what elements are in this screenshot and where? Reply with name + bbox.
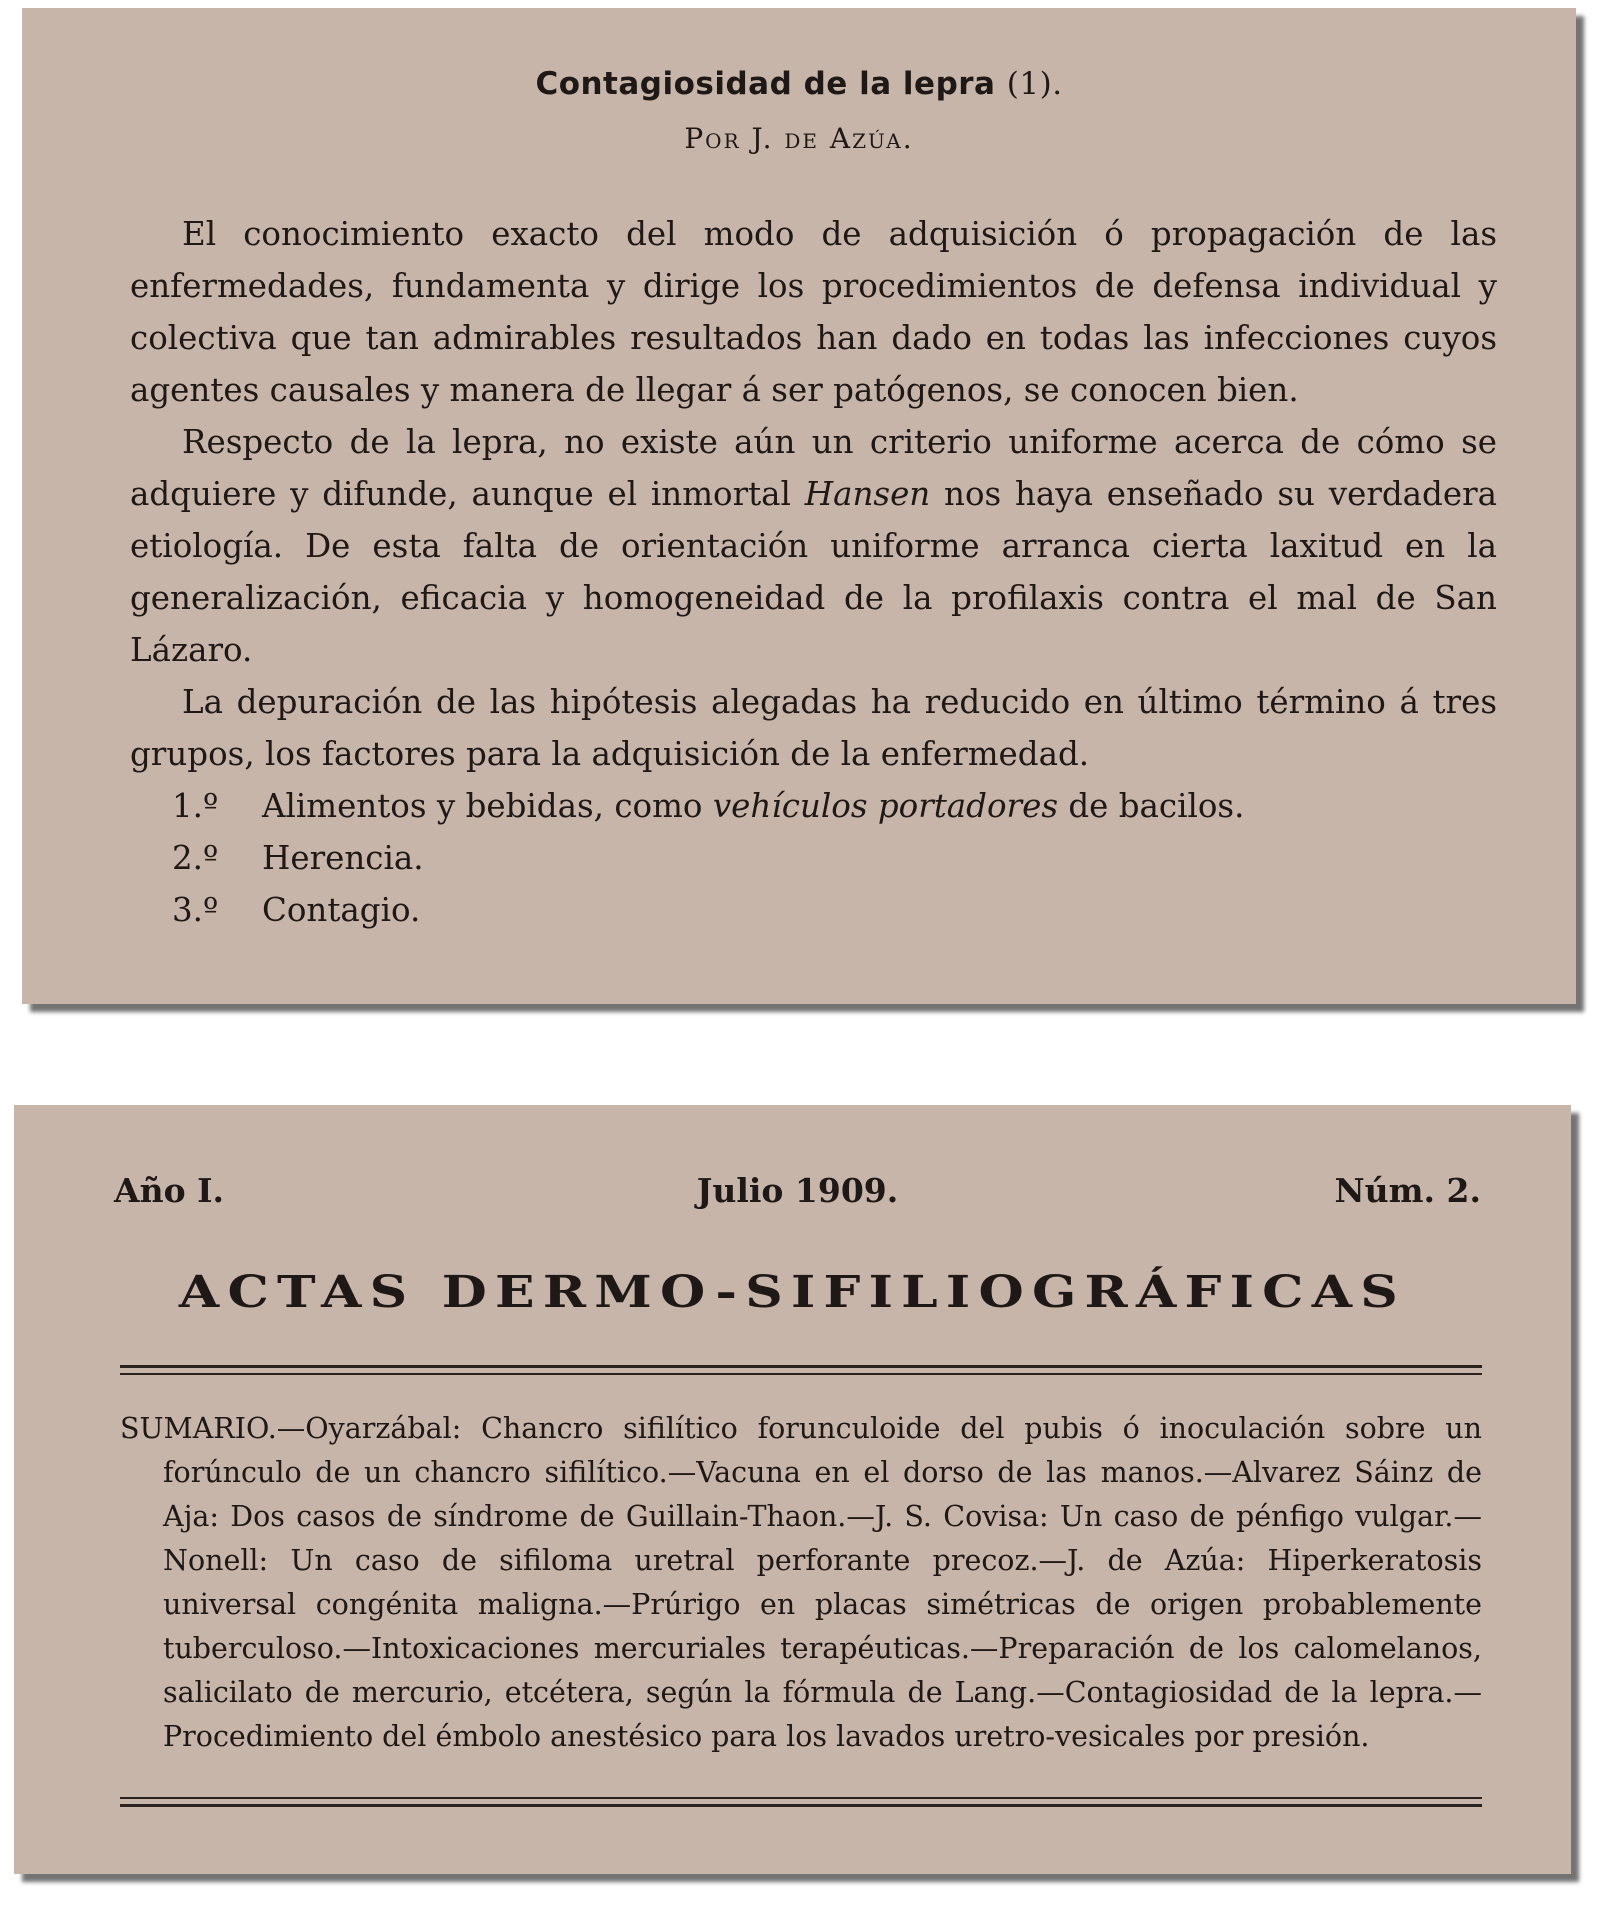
volume-year: Año I. bbox=[114, 1171, 225, 1210]
list-item bbox=[130, 884, 1497, 936]
divider-rule bbox=[120, 1373, 1482, 1375]
list-item-number: 2.º bbox=[172, 839, 219, 877]
divider-rule bbox=[120, 1804, 1482, 1807]
article-title-text: Contagiosidad de la lepra bbox=[535, 66, 996, 102]
list-item-italic: vehículos portadores bbox=[712, 787, 1058, 825]
list-item-text: Contagio. bbox=[262, 891, 421, 929]
journal-title: ACTAS DERMO-SIFILIOGRÁFICAS bbox=[178, 1267, 1407, 1318]
list-item-number: 1.º bbox=[172, 787, 219, 825]
list-item-number: 3.º bbox=[172, 891, 219, 929]
paragraph-2-start: Respecto de la lepra, no existe aún un criterio uniforme acerca de cómo se adquiere y difunde, aunque el inmortal bbox=[130, 423, 1497, 513]
article-title-footnote-ref: (1). bbox=[1006, 66, 1063, 102]
paragraph-3: La depuración de las hipótesis alegadas ha reducido en último término á tres grupos, los factores para la adquisición de la enfermedad. bbox=[130, 683, 1497, 773]
summary-block bbox=[120, 1407, 1482, 1759]
author-name: J. de Azúa. bbox=[751, 122, 914, 155]
paragraph-1: El conocimiento exacto del modo de adquisición ó propagación de las enfermedades, fundamenta y dirige los procedimientos de defensa individual y colectiva que tan admirables resultados han dado en todas las infecciones cuyos agentes causales y manera de llegar á ser patógenos, se conocen bien. bbox=[130, 215, 1497, 409]
divider-rule bbox=[120, 1365, 1482, 1368]
article-title bbox=[22, 66, 1576, 102]
article-author bbox=[22, 122, 1576, 155]
list-item-text: Alimentos y bebidas, como bbox=[262, 787, 713, 825]
masthead-info-row bbox=[114, 1171, 1481, 1217]
summary-label: SUMARIO. bbox=[120, 1412, 277, 1445]
list-item bbox=[130, 780, 1497, 832]
journal-masthead-card bbox=[14, 1105, 1571, 1874]
issue-date: Julio 1909. bbox=[696, 1171, 899, 1210]
divider-rule bbox=[120, 1797, 1482, 1799]
article-excerpt-card bbox=[22, 8, 1576, 1004]
summary-text: —Oyarzábal: Chancro sifilítico forunculoide del pubis ó inoculación sobre un forúnculo de un chancro sifilítico.—Vacuna en el dorso de las manos.—Alvarez Sáinz de Aja: Dos casos de síndrome de Guillain-Thaon.—J. S. Covisa: Un caso de pénfigo vulgar.—Nonell: Un caso de sifiloma uretral perforante precoz.—J. de Azúa: Hiperkeratosis universal congénita maligna.—Prúrigo en placas simétricas de origen probablemente tuberculoso.—Intoxicaciones mercuriales terapéuticas.—Preparación de los calomelanos, salicilato de mercurio, etcétera, según la fórmula de Lang.—Contagiosidad de la lepra.—Procedimiento del émbolo anestésico para los lavados uretro-vesicales por presión. bbox=[163, 1412, 1482, 1753]
list-item-text-end: de bacilos. bbox=[1058, 787, 1245, 825]
paragraph-2-end: nos haya enseñado su verdadera etiología. De esta falta de orientación uniforme arranca cierta laxitud en la generalización, eficacia y homogeneidad de la profilaxis contra el mal de San Lázaro. bbox=[130, 475, 1497, 669]
issue-number: Núm. 2. bbox=[1334, 1171, 1481, 1210]
factor-list bbox=[130, 780, 1497, 936]
paragraph-2 bbox=[130, 416, 1497, 676]
article-body bbox=[130, 208, 1497, 936]
list-item bbox=[130, 832, 1497, 884]
paragraph-2-name: Hansen bbox=[804, 475, 931, 513]
list-item-text: Herencia. bbox=[262, 839, 424, 877]
author-prefix: Por bbox=[684, 122, 741, 155]
